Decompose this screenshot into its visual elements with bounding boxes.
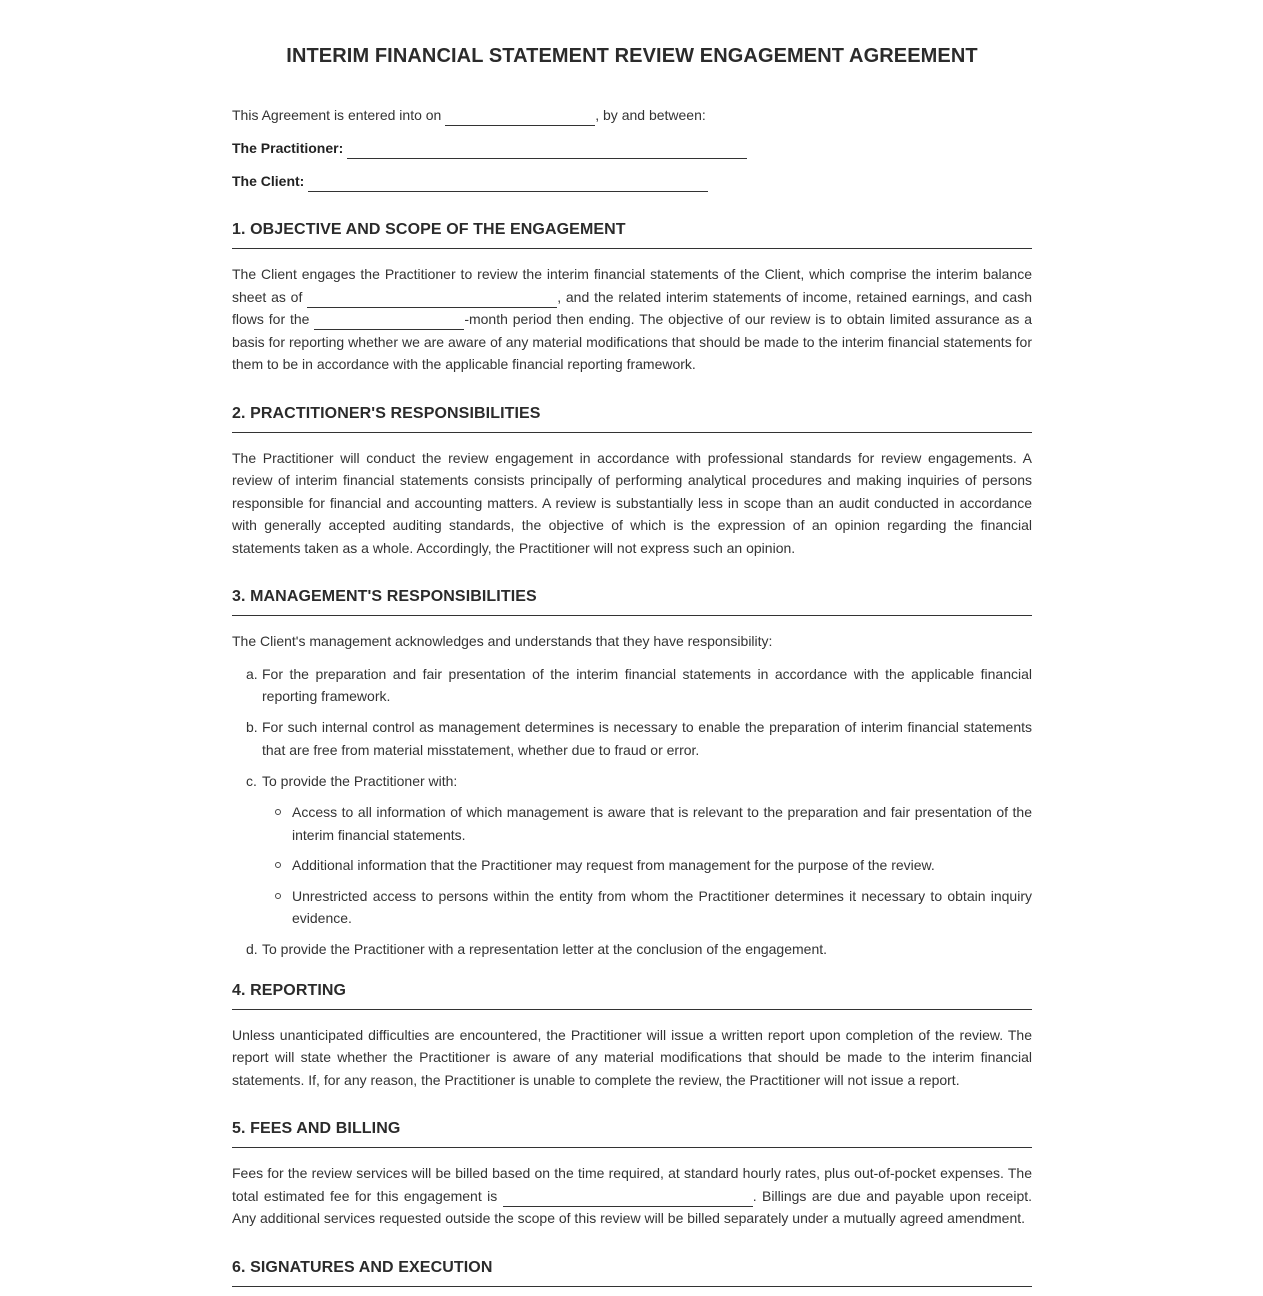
sub-list-item-text: Unrestricted access to persons within the entity from whom the Practitioner determines it necessary to obtain inquiry evidence. bbox=[292, 887, 1032, 926]
responsibility-list bbox=[232, 663, 1032, 961]
period-months-blank[interactable] bbox=[314, 313, 464, 330]
list-item-text: For the preparation and fair presentation of the interim financial statements in accordance with the applicable financial reporting framework. bbox=[262, 665, 1032, 704]
agreement-intro bbox=[232, 104, 1032, 126]
sub-list-item bbox=[262, 801, 1032, 846]
list-item bbox=[232, 716, 1032, 761]
circle-bullet-icon bbox=[275, 862, 281, 868]
section-heading: 4. REPORTING bbox=[232, 981, 1032, 1010]
list-marker: b. bbox=[246, 719, 258, 735]
sub-list bbox=[262, 801, 1032, 930]
section-heading: 2. PRACTITIONER'S RESPONSIBILITIES bbox=[232, 404, 1032, 433]
list-marker: d. bbox=[246, 941, 258, 957]
list-item-text: For such internal control as management determines is necessary to enable the preparation of interim financial statements that are free from material misstatement, whether due to fraud or error. bbox=[262, 719, 1032, 758]
paragraph-text: -month period then ending. The objective of our review is to obtain limited assurance as a basis for reporting whether we are aware of any material modifications that should be made to the interim financial statements for them to be in accordance with the applicable financial reporting framework. bbox=[232, 311, 1033, 372]
list-item bbox=[232, 663, 1032, 708]
list-item bbox=[232, 770, 1032, 930]
section-heading: 1. OBJECTIVE AND SCOPE OF THE ENGAGEMENT bbox=[232, 220, 1032, 249]
list-marker: c. bbox=[246, 772, 257, 789]
document-title: INTERIM FINANCIAL STATEMENT REVIEW ENGAGEMENT AGREEMENT bbox=[286, 45, 978, 67]
sub-list-item bbox=[262, 854, 1032, 877]
section-paragraph: Unless unanticipated difficulties are encountered, the Practitioner will issue a written report upon completion of the review. The report will state whether the Practitioner is aware of any material modifications that should be made to the interim financial statements. If, for any reason, the Practitioner is unable to complete the review, the Practitioner will not issue a report. bbox=[232, 1026, 1032, 1088]
section-objective-scope bbox=[232, 220, 1032, 376]
practitioner-name-blank[interactable] bbox=[347, 142, 747, 159]
section-heading: 5. FEES AND BILLING bbox=[232, 1119, 1032, 1148]
paragraph-text: , and the related interim statements of income, retained earnings, and cash flows for the bbox=[232, 288, 1032, 327]
list-item-text: To provide the Practitioner with: bbox=[262, 772, 458, 789]
paragraph-text: The Client engages the Practitioner to review the interim financial statements of the Client, which comprise the interim balance sheet as of bbox=[232, 266, 1032, 305]
practitioner-label: The Practitioner: bbox=[232, 140, 344, 156]
client-label: The Client: bbox=[232, 173, 305, 189]
circle-bullet-icon bbox=[275, 809, 281, 815]
section-heading: 3. MANAGEMENT'S RESPONSIBILITIES bbox=[232, 587, 1032, 616]
intro-text-after: , by and between: bbox=[595, 107, 706, 123]
section-practitioner-responsibilities bbox=[232, 404, 1032, 560]
paragraph-text: . Billings are due and payable upon receipt. Any additional services requested outside the scope of this review will be billed separately under a mutually agreed amendment. bbox=[232, 1187, 1033, 1226]
section-paragraph: The Practitioner will conduct the review engagement in accordance with professional standards for review engagements. A review of interim financial statements consists principally of performing analytical procedures and making inquiries of persons responsible for financial and accounting matters. A review is substantially less in scope than an audit conducted in accordance with generally accepted auditing standards, the objective of which is the expression of an opinion regarding the financial statements taken as a whole. Accordingly, the Practitioner will not express such an opinion. bbox=[232, 449, 1032, 556]
circle-bullet-icon bbox=[275, 893, 281, 899]
section-fees-billing bbox=[232, 1119, 1032, 1230]
list-item-text: To provide the Practitioner with a representation letter at the conclusion of the engagement. bbox=[262, 941, 828, 957]
client-line bbox=[232, 170, 1032, 192]
list-item bbox=[232, 938, 1032, 961]
document-page bbox=[232, 0, 1032, 1287]
sub-list-item-text: Additional information that the Practitioner may request from management for the purpose of the review. bbox=[292, 857, 935, 873]
agreement-date-blank[interactable] bbox=[445, 109, 595, 126]
section-paragraph bbox=[232, 1162, 1032, 1230]
section-management-responsibilities bbox=[232, 587, 1032, 961]
client-name-blank[interactable] bbox=[308, 175, 708, 192]
sub-list-item-text: Access to all information of which management is aware that is relevant to the preparation and fair presentation of the interim financial statements. bbox=[292, 804, 1032, 843]
list-marker: a. bbox=[246, 665, 258, 682]
estimated-fee-blank[interactable] bbox=[503, 1190, 753, 1207]
section-paragraph bbox=[232, 263, 1032, 376]
section-reporting bbox=[232, 981, 1032, 1092]
section-signatures bbox=[232, 1258, 1032, 1287]
paragraph-text: Fees for the review services will be billed based on the time required, at standard hourly rates, plus out-of-pocket expenses. The total estimated fee for this engagement is bbox=[232, 1165, 1032, 1204]
balance-sheet-date-blank[interactable] bbox=[307, 291, 557, 308]
practitioner-line bbox=[232, 137, 1032, 159]
section-paragraph: The Client's management acknowledges and understands that they have responsibility: bbox=[232, 633, 773, 649]
section-heading: 6. SIGNATURES AND EXECUTION bbox=[232, 1258, 1032, 1287]
intro-text-before: This Agreement is entered into on bbox=[232, 107, 442, 123]
sub-list-item bbox=[262, 885, 1032, 930]
